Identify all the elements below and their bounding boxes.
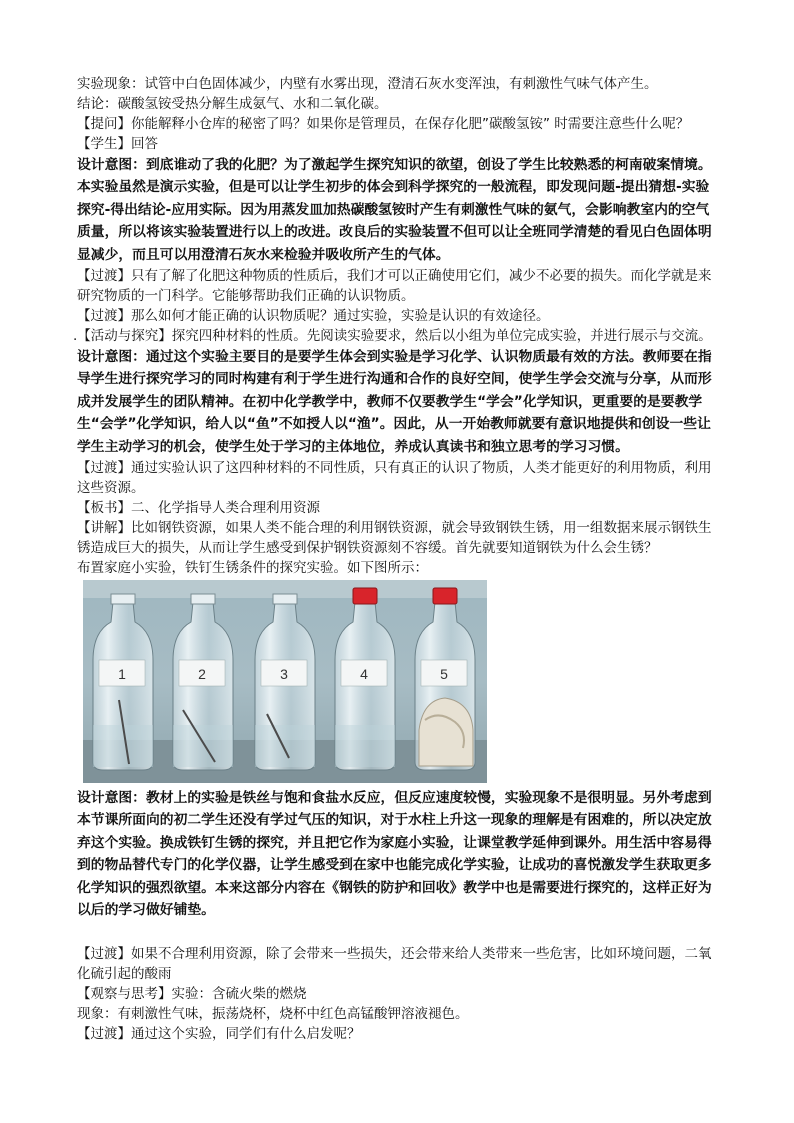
activity-inquiry [73, 326, 722, 346]
student-answer: 【学生】回答 [77, 136, 158, 152]
transition-2: 【过渡】那么如何才能正确的认识物质呢？通过实验，实验是认识的有效途径。 [77, 308, 550, 325]
bullet-dot: . [73, 328, 78, 345]
question-paragraph: 【提问】你能解释小仓库的秘密了吗？如果你是管理员，在保存化肥”碳酸氢铵” 时需要注意些什么呢？ [77, 116, 690, 132]
explanation: 【讲解】比如钢铁资源，如果人类不能合理的利用钢铁资源，就会导致钢铁生锈，用一组数据来展示钢铁生锈造成巨大的损失，从而让学生感受到保护钢铁资源刻不容缓。首先就要知道钢铁为什么会生锈？ [77, 520, 712, 557]
home-experiment: 布置家庭小实验，铁钉生锈条件的探究实验。如下图所示： [77, 560, 428, 577]
transition-1: 【过渡】只有了解了化肥这种物质的性质后，我们才可以正确使用它们，减少不必要的损失。而化学就是来研究物质的一门科学。它能够帮助我们正确的认识物质。 [77, 268, 712, 305]
activity-text: 【活动与探究】探究四种材料的性质。先阅读实验要求，然后以小组为单位完成实验，并进行展示与交流。 [77, 328, 712, 345]
bottle-label-1: 1 [118, 666, 126, 683]
design-intent-2: 设计意图：通过这个实验主要目的是要学生体会到实验是学习化学、认识物质最有效的方法。教师要在指导学生进行探究学习的同时构建有利于学生进行沟通和合作的良好空间，使学生学会交流与分享，从而形成并发展学生的团队精神。在初中化学教学中，教师不仅要教学生“学会”化学知识，更重要的是要教学生“会学”化学知识，给人以“鱼”不如授人以“渔”。因此，从一开始教师就要有意识地提供和创设一些让学生主动学习的机会，使学生处于学习的主体地位，养成认真读书和独立思考的学习习惯。 [77, 349, 712, 455]
bottle-label-3: 3 [280, 666, 288, 683]
bottle-label-4: 4 [360, 666, 368, 683]
bottles-photo [83, 580, 487, 783]
board-writing: 【板书】二、化学指导人类合理利用资源 [77, 500, 320, 517]
transition-3: 【过渡】通过实验认识了这四种材料的不同性质，只有真正的认识了物质，人类才能更好的利用物质，利用这些资源。 [77, 460, 712, 497]
phenomenon-2: 现象：有刺激性气味，振荡烧杯，烧杯中红色高锰酸钾溶液褪色。 [77, 1005, 469, 1022]
transition-5: 【过渡】通过这个实验，同学们有什么启发呢？ [77, 1025, 361, 1042]
experiment-phenomenon: 实验现象：试管中白色固体减少，内壁有水雾出现，澄清石灰水变浑浊，有刺激性气味气体产生。 [77, 76, 658, 92]
observation-thinking: 【观察与思考】实验：含硫火柴的燃烧 [77, 985, 307, 1002]
blank-line [77, 922, 722, 944]
conclusion: 结论：碳酸氢铵受热分解生成氨气、水和二氧化碳。 [77, 96, 388, 112]
transition-4: 【过渡】如果不合理利用资源，除了会带来一些损失，还会带来给人类带来一些危害，比如环境问题，二氧化硫引起的酸雨 [77, 945, 712, 982]
bottle-label-2: 2 [198, 666, 206, 683]
bottle-label-5: 5 [440, 666, 448, 683]
design-intent-1: 设计意图：到底谁动了我的化肥？为了激起学生探究知识的欲望，创设了学生比较熟悉的柯南破案情境。本实验虽然是演示实验，但是可以让学生初步的体会到科学探究的一般流程，即发现问题-提出猜想-实验探究-得出结论-应用实际。因为用蒸发皿加热碳酸氢铵时产生有刺激性气味的氨气，会影响教室内的空气质量，所以将该实验装置进行以上的改进。改良后的实验装置不但可以让全班同学清楚的看见白色固体明显减少，而且可以用澄清石灰水来检验并吸收所产生的气体。 [77, 157, 712, 263]
design-intent-3: 设计意图：教材上的实验是铁丝与饱和食盐水反应，但反应速度较慢，实验现象不是很明显。另外考虑到本节课所面向的初二学生还没有学过气压的知识，对于水柱上升这一现象的理解是有困难的，所以决定放弃这个实验。换成铁钉生锈的探究，并且把它作为家庭小实验，让课堂教学延伸到课外。用生活中容易得到的物品替代专门的化学仪器，让学生感受到在家中也能完成化学实验，让成功的喜悦激发学生获取更多化学知识的强烈欲望。本来这部分内容在《钢铁的防护和回收》教学中也是需要进行探究的，这样正好为以后的学习做好铺垫。 [77, 790, 712, 919]
document-page [73, 74, 722, 1044]
